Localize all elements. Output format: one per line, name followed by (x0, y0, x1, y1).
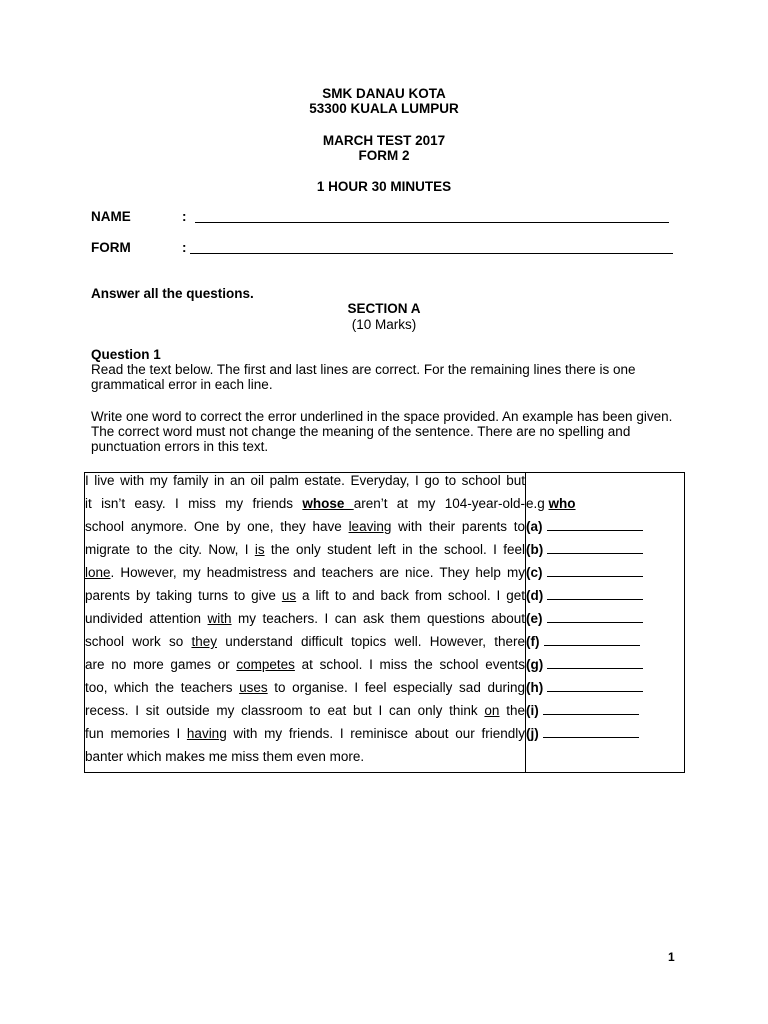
answer-spacer (526, 473, 684, 496)
underlined-error-word: us (281, 588, 297, 603)
answer-blank[interactable] (547, 542, 643, 554)
answer-blank[interactable] (543, 703, 639, 715)
question-instruction-1: Read the text below. The first and last lines are correct. For the remaining lines there is one grammatical error in each line. (91, 362, 636, 392)
answer-blank[interactable] (544, 634, 640, 646)
passage-text-segment: aren’t at my 104-year-old- (353, 496, 525, 511)
passage-text-segment: are no more games or (85, 657, 237, 672)
answer-label: (h) (526, 680, 544, 695)
passage-line (85, 473, 525, 496)
answer-label: (j) (526, 726, 539, 741)
passage-line (85, 726, 525, 749)
answer-blank[interactable] (547, 588, 643, 600)
answer-row (526, 542, 684, 565)
page-number: 1 (668, 950, 675, 964)
passage-line (85, 565, 525, 588)
answer-row (526, 588, 684, 611)
answer-label: (c) (526, 565, 543, 580)
underlined-error-word: whose (302, 496, 354, 511)
underlined-error-word: on (484, 703, 500, 718)
passage-text-segment: migrate to the city. Now, I (85, 542, 255, 557)
passage-line (85, 657, 525, 680)
passage-text-segment: a lift to and back from school. I get (296, 588, 525, 603)
answer-blank[interactable] (547, 680, 643, 692)
section-marks: (10 Marks) (351, 317, 417, 332)
form-field[interactable] (190, 253, 673, 254)
form-label: FORM (91, 240, 131, 255)
passage-text-segment: it isn’t easy. I miss my friends (85, 496, 303, 511)
underlined-error-word: they (191, 634, 217, 649)
answer-blank[interactable] (547, 519, 643, 531)
answer-row (526, 634, 684, 657)
passage-text-segment: with my friends. I reminisce about our friendly (226, 726, 526, 741)
passage-line (85, 634, 525, 657)
school-name: SMK DANAU KOTA (322, 86, 446, 101)
name-colon: : (182, 209, 187, 224)
underlined-error-word: is (254, 542, 265, 557)
answer-row (526, 680, 684, 703)
passage-line (85, 496, 525, 519)
answer-row (526, 519, 684, 542)
school-address: 53300 KUALA LUMPUR (309, 101, 459, 116)
name-field[interactable] (195, 222, 669, 223)
answer-row (526, 657, 684, 680)
passage-line (85, 703, 525, 726)
passage-text-segment: school work so (85, 634, 192, 649)
answer-example (526, 496, 684, 519)
passage-text-segment: to organise. I feel especially sad during (267, 680, 525, 695)
test-title: MARCH TEST 2017 (322, 133, 446, 148)
answer-label: (i) (526, 703, 539, 718)
answer-row (526, 611, 684, 634)
passage-text (85, 473, 525, 772)
passage-line (85, 680, 525, 703)
passage-text-segment: the (499, 703, 525, 718)
passage-text-segment: school anymore. One by one, they have (85, 519, 349, 534)
passage-text-segment: . However, my headmistress and teachers are nice. They help my (110, 565, 525, 580)
answer-label: (a) (526, 519, 543, 534)
passage-text-segment: my teachers. I can ask them questions about (231, 611, 525, 626)
answer-blank[interactable] (543, 726, 639, 738)
underlined-error-word: with (207, 611, 232, 626)
answer-blank[interactable] (547, 611, 643, 623)
section-title: SECTION A (347, 301, 421, 316)
passage-line (85, 542, 525, 565)
underlined-error-word: competes (236, 657, 295, 672)
passage-line (85, 588, 525, 611)
passage-line (85, 749, 525, 772)
example-answer: who (548, 496, 576, 511)
instructions: Answer all the questions. (91, 286, 254, 301)
passage-text-segment: the only student left in the school. I feel (264, 542, 525, 557)
question-instruction-2: Write one word to correct the error underlined in the space provided. An example has been given. The correct word must not change the meaning of the sentence. There are no spelling and punctuation errors in this text. (91, 409, 673, 454)
answer-row (526, 726, 684, 749)
passage-text-segment: parents by taking turns to give (85, 588, 282, 603)
question-title: Question 1 (91, 347, 161, 362)
answer-label: (b) (526, 542, 544, 557)
test-duration: 1 HOUR 30 MINUTES (316, 179, 452, 194)
passage-text-segment: banter which makes me miss them even more. (85, 749, 365, 764)
passage-text-segment: undivided attention (85, 611, 208, 626)
passage-text-segment: at school. I miss the school events (294, 657, 525, 672)
name-label: NAME (91, 209, 131, 224)
answer-row (526, 703, 684, 726)
underlined-error-word: lone (85, 565, 111, 580)
example-prefix: e.g (526, 496, 549, 511)
form-level: FORM 2 (358, 148, 410, 163)
passage-line (85, 519, 525, 542)
answer-blank[interactable] (547, 657, 643, 669)
underlined-error-word: having (186, 726, 227, 741)
passage-cell (85, 473, 526, 773)
passage-line (85, 611, 525, 634)
answer-label: (f) (526, 634, 540, 649)
form-colon: : (182, 240, 187, 255)
answer-label: (d) (526, 588, 544, 603)
passage-text-segment: understand difficult topics well. However, there (217, 634, 525, 649)
answer-column (526, 473, 684, 749)
underlined-error-word: leaving (348, 519, 392, 534)
answer-cell (526, 473, 685, 773)
answer-label: (g) (526, 657, 544, 672)
answer-label: (e) (526, 611, 543, 626)
answer-row (526, 565, 684, 588)
passage-text-segment: fun memories I (85, 726, 187, 741)
passage-text-segment: recess. I sit outside my classroom to eat but I can only think (85, 703, 485, 718)
passage-text-segment: I live with my family in an oil palm estate. Everyday, I go to school but (85, 473, 525, 488)
answer-blank[interactable] (547, 565, 643, 577)
passage-text-segment: too, which the teachers (85, 680, 240, 695)
question-table (84, 472, 685, 773)
passage-text-segment: with their parents to (391, 519, 525, 534)
underlined-error-word: uses (239, 680, 268, 695)
